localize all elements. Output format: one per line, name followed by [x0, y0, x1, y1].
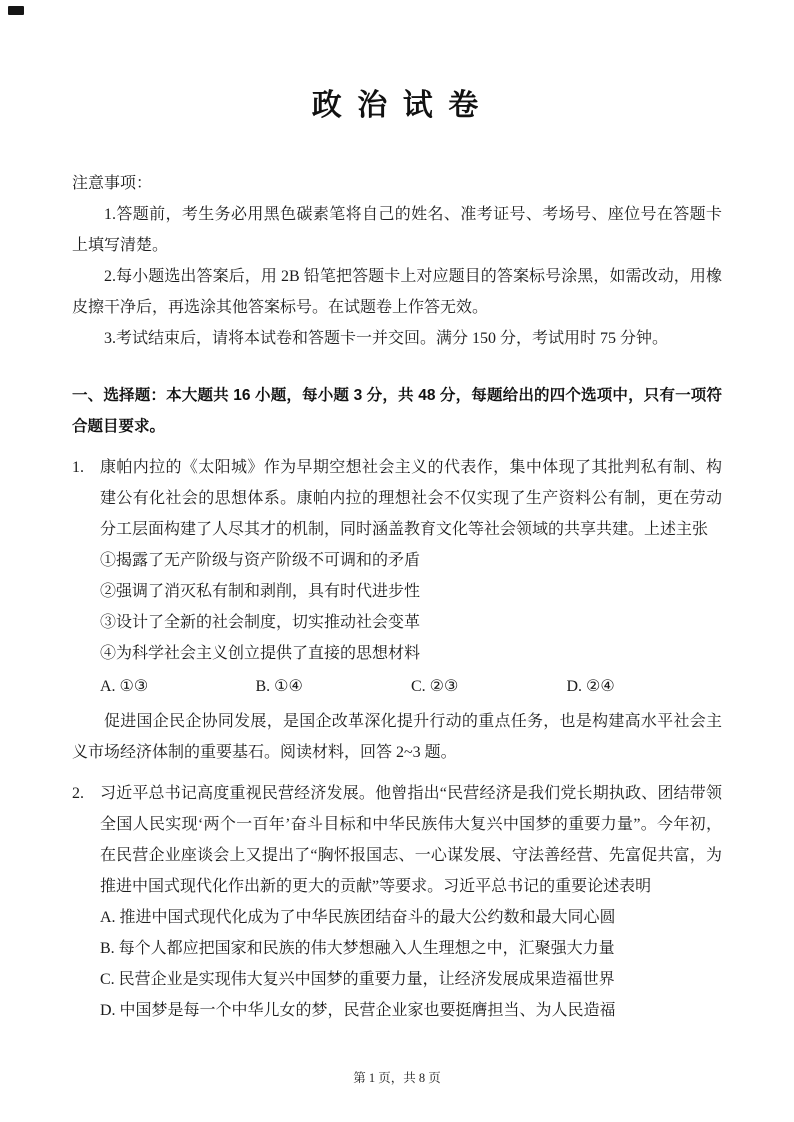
material-passage: 促进国企民企协同发展，是国企改革深化提升行动的重点任务，也是构建高水平社会主义市场经济体制的重要基石。阅读材料，回答 2~3 题。	[72, 713, 722, 761]
question-1-statement-3: ③设计了全新的社会制度，切实推动社会变革	[100, 614, 421, 631]
question-1-statement-2: ②强调了消灭私有制和剥削，具有时代进步性	[100, 583, 421, 600]
question-1-choice-c: C. ②③	[411, 678, 459, 695]
notice-item-1: 1.答题前，考生务必用黑色碳素笔将自己的姓名、准考证号、考场号、座位号在答题卡上填写清楚。	[72, 206, 722, 254]
notice-item-3: 3.考试结束后，请将本试卷和答题卡一并交回。满分 150 分，考试用时 75 分钟。	[104, 330, 669, 347]
question-2-choice-c: C. 民营企业是实现伟大复兴中国梦的重要力量，让经济发展成果造福世界	[100, 971, 615, 988]
page-title: 政 治 试 卷	[311, 89, 483, 122]
question-1-statement-4: ④为科学社会主义创立提供了直接的思想材料	[100, 645, 421, 662]
notice-heading: 注意事项：	[72, 175, 153, 192]
question-1-choice-d: D. ②④	[566, 678, 615, 695]
question-2-choice-d: D. 中国梦是每一个中华儿女的梦，民营企业家也要挺膺担当、为人民造福	[100, 1002, 616, 1019]
section-one-heading: 一、选择题：本大题共 16 小题，每小题 3 分，共 48 分，每题给出的四个选项中，只有一项符合题目要求。	[72, 387, 722, 435]
question-2-choice-b: B. 每个人都应把国家和民族的伟大梦想融入人生理想之中，汇聚强大力量	[100, 940, 615, 957]
question-1-body	[100, 452, 722, 702]
question-1-number: 1.	[72, 459, 84, 476]
question-2-body	[100, 778, 722, 1026]
question-1-choices	[100, 671, 722, 702]
question-1	[72, 452, 722, 702]
question-2	[72, 778, 722, 1026]
question-2-stem: 习近平总书记高度重视民营经济发展。他曾指出“民营经济是我们党长期执政、团结带领全国人民实现‘两个一百年’奋斗目标和中华民族伟大复兴中国梦的重要力量”。今年初，在民营企业座谈会上又提出了“胸怀报国志、一心谋发展、守法善经营、先富促共富，为推进中国式现代化作出新的更大的贡献”等要求。习近平总书记的重要论述表明	[100, 785, 722, 895]
page-footer: 第 1 页，共 8 页	[353, 1071, 441, 1085]
scan-artifact-mark	[8, 6, 24, 15]
notice-item-2: 2.每小题选出答案后，用 2B 铅笔把答题卡上对应题目的答案标号涂黑，如需改动，用橡皮擦干净后，再选涂其他答案标号。在试题卷上作答无效。	[72, 268, 722, 316]
question-1-choice-a: A. ①③	[100, 678, 149, 695]
notice-section	[72, 168, 722, 354]
question-1-choice-b: B. ①④	[255, 678, 303, 695]
question-1-stem: 康帕内拉的《太阳城》作为早期空想社会主义的代表作，集中体现了其批判私有制、构建公有化社会的思想体系。康帕内拉的理想社会不仅实现了生产资料公有制，更在劳动分工层面构建了人尽其才的机制，同时涵盖教育文化等社会领域的共享共建。上述主张	[100, 459, 722, 538]
question-2-choice-a: A. 推进中国式现代化成为了中华民族团结奋斗的最大公约数和最大同心圆	[100, 909, 616, 926]
question-2-number: 2.	[72, 785, 84, 802]
question-1-statement-1: ①揭露了无产阶级与资产阶级不可调和的矛盾	[100, 552, 421, 569]
